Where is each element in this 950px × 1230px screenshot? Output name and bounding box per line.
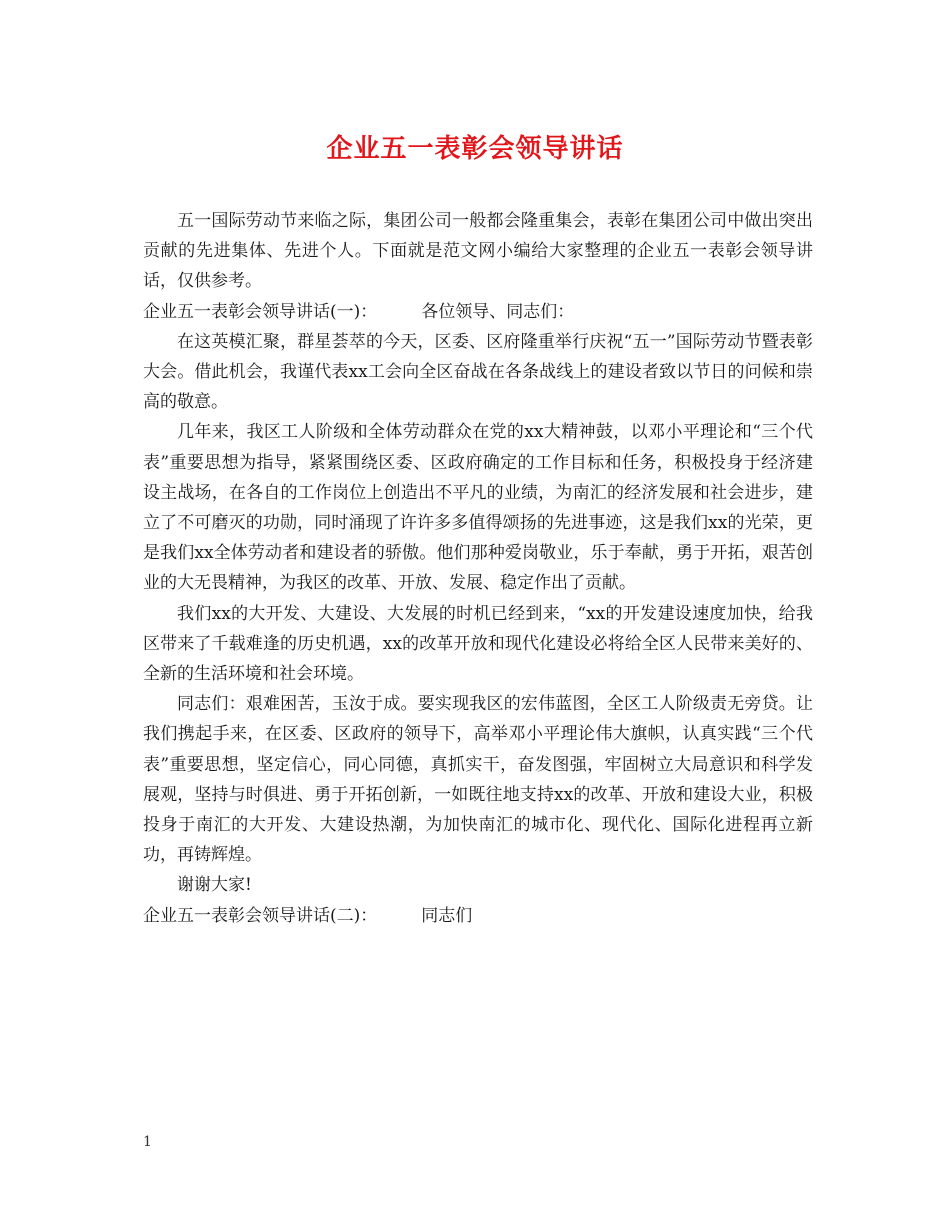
document-title: 企业五一表彰会领导讲话 (326, 134, 624, 164)
closing-paragraph: 谢谢大家! (177, 875, 252, 896)
body-paragraph: 我们xx的大开发、大建设、大发展的时机已经到来，“xx的开发建设速度加快，给我区带来了千载难逢的历史机遇，xx的改革开放和现代化建设必将给全区人民带来美好的、全新的生活环境和社会环境。 (143, 603, 813, 685)
intro-paragraph: 五一国际劳动节来临之际，集团公司一般都会隆重集会，表彰在集团公司中做出突出贡献的先进集体、先进个人。下面就是范文网小编给大家整理的企业五一表彰会领导讲话，仅供参考。 (143, 211, 813, 292)
section-heading-1 (143, 297, 813, 327)
section-heading-2 (143, 901, 813, 931)
section-heading-1-title: 企业五一表彰会领导讲话(一)： (143, 301, 378, 322)
body-paragraph: 几年来，我区工人阶级和全体劳动群众在党的xx大精神鼓，以邓小平理论和“三个代表”重要思想为指导，紧紧围绕区委、区政府确定的工作目标和任务，积极投身于经济建设主战场，在各自的工作岗位上创造出不平凡的业绩，为南汇的经济发展和社会进步，建立了不可磨灭的功勋，同时涌现了许许多多值得颂扬的先进事迹，这是我们xx的光荣，更是我们xx全体劳动者和建设者的骄傲。他们那种爱岗敬业，乐于奉献，勇于开拓，艰苦创业的大无畏精神，为我区的改革、开放、发展、稳定作出了贡献。 (143, 422, 813, 594)
section-heading-2-title: 企业五一表彰会领导讲话(二)： (143, 905, 378, 926)
section-heading-2-salutation: 同志们 (421, 905, 473, 926)
body-paragraph: 在这英模汇聚，群星荟萃的今天，区委、区府隆重举行庆祝“五一”国际劳动节暨表彰大会。借此机会，我谨代表xx工会向全区奋战在各条战线上的建设者致以节日的问候和崇高的敬意。 (143, 331, 813, 413)
body-paragraph: 同志们：艰难困苦，玉汝于成。要实现我区的宏伟蓝图，全区工人阶级责无旁贷。让我们携起手来，在区委、区政府的领导下，高举邓小平理论伟大旗帜，认真实践“三个代表”重要思想，坚定信心，同心同德，真抓实干，奋发图强，牢固树立大局意识和科学发展观，坚持与时俱进、勇于开拓创新，一如既往地支持xx的改革、开放和建设大业，积极投身于南汇的大开发、大建设热潮，为加快南汇的城市化、现代化、国际化进程再立新功，再铸辉煌。 (143, 694, 813, 866)
document-body (143, 206, 813, 931)
section-heading-1-salutation: 各位领导、同志们： (421, 301, 575, 322)
page-number: 1 (143, 1134, 152, 1150)
